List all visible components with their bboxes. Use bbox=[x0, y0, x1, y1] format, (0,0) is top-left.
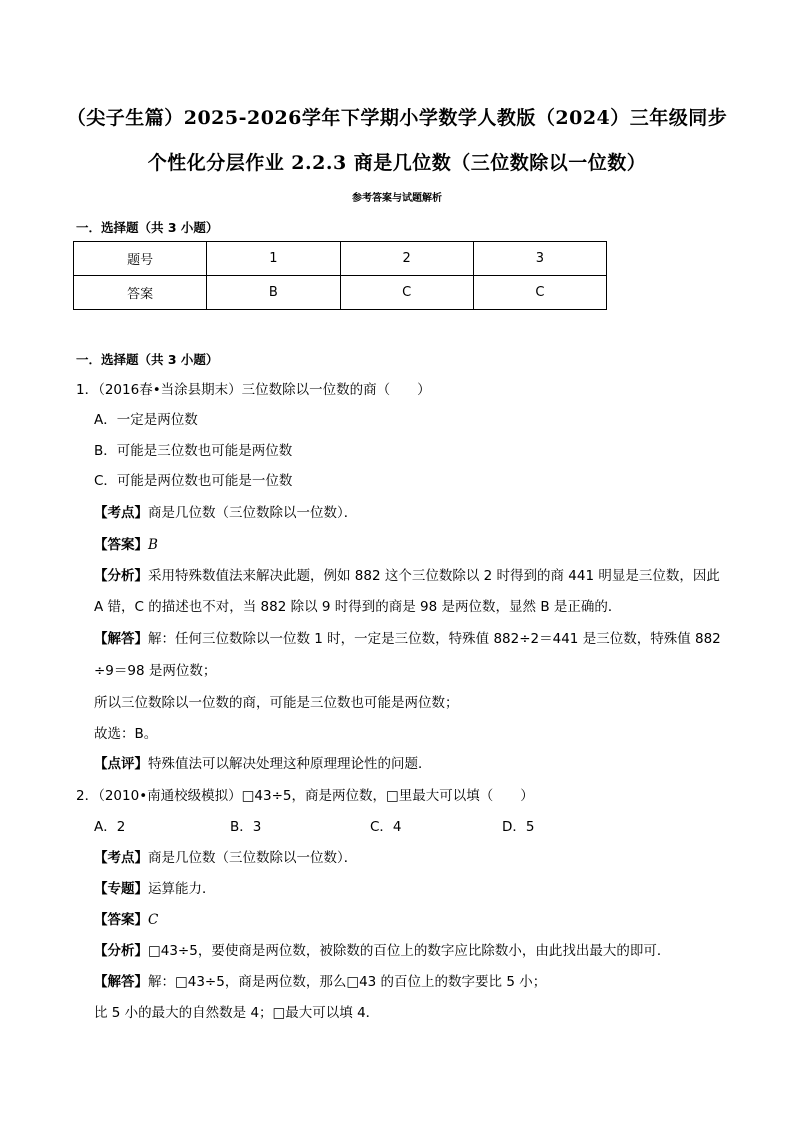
table-cell: C bbox=[473, 276, 606, 310]
q2-answer bbox=[94, 911, 158, 929]
table-cell: B bbox=[207, 276, 340, 310]
answer-tag: 【答案】 bbox=[94, 537, 148, 553]
q1-option-b: B．可能是三位数也可能是两位数 bbox=[94, 443, 293, 459]
q2-jieda bbox=[94, 973, 546, 991]
table-cell: 答案 bbox=[74, 276, 207, 310]
dianping-tag: 【点评】 bbox=[94, 756, 148, 772]
title-line-1: （尖子生篇）2025-2026学年下学期小学数学人教版（2024）三年级同步 bbox=[66, 107, 728, 129]
q2-stem: 2．（2010•南通校级模拟）□43÷5，商是两位数，□里最大可以填（ ） bbox=[76, 788, 534, 804]
kaodian-tag: 【考点】 bbox=[94, 850, 148, 866]
q1-jieda bbox=[94, 630, 721, 648]
table-cell: 2 bbox=[340, 242, 473, 276]
q1-dianping bbox=[94, 755, 432, 773]
q1-stem: 1．（2016春•当涂县期末）三位数除以一位数的商（ ） bbox=[76, 382, 431, 398]
jieda-text: 解：任何三位数除以一位数 1 时，一定是三位数，特殊值 882÷2＝441 是三位数，特殊值 882 bbox=[148, 631, 721, 647]
jieda-text: 解：□43÷5，商是两位数，那么□43 的百位上的数字要比 5 小； bbox=[148, 974, 547, 990]
kaodian-text: 商是几位数（三位数除以一位数）． bbox=[148, 505, 358, 521]
title-line-2: 个性化分层作业 2.2.3 商是几位数（三位数除以一位数） bbox=[147, 152, 647, 174]
fenxi-text: 采用特殊数值法来解决此题，例如 882 这个三位数除以 2 时得到的商 441 明显是三位数，因此 bbox=[148, 568, 720, 584]
kaodian-tag: 【考点】 bbox=[94, 505, 148, 521]
q1-answer bbox=[94, 536, 158, 554]
zhuanti-tag: 【专题】 bbox=[94, 881, 148, 897]
answer-table bbox=[73, 241, 607, 310]
table-cell: 1 bbox=[207, 242, 340, 276]
q1-fenxi bbox=[94, 567, 720, 585]
fenxi-tag: 【分析】 bbox=[94, 568, 148, 584]
q2-option-d: D．5 bbox=[502, 819, 535, 835]
section-heading-questions: 一．选择题（共 3 小题） bbox=[76, 352, 219, 367]
q2-option-c: C．4 bbox=[370, 819, 402, 835]
jieda-tag: 【解答】 bbox=[94, 974, 148, 990]
table-row bbox=[74, 276, 607, 310]
q1-option-a: A．一定是两位数 bbox=[94, 412, 198, 428]
q1-jieda-3: 所以三位数除以一位数的商，可能是三位数也可能是两位数； bbox=[94, 695, 459, 711]
answer-text: B bbox=[148, 537, 158, 553]
dianping-text: 特殊值法可以解决处理这种原理理论性的问题． bbox=[148, 756, 432, 772]
q2-option-b: B．3 bbox=[230, 819, 262, 835]
fenxi-text: □43÷5，要使商是两位数，被除数的百位上的数字应比除数小，由此找出最大的即可． bbox=[148, 943, 671, 959]
q2-zhuanti bbox=[94, 880, 216, 898]
jieda-tag: 【解答】 bbox=[94, 631, 148, 647]
q1-kaodian bbox=[94, 504, 357, 522]
zhuanti-text: 运算能力． bbox=[148, 881, 216, 897]
q1-option-c: C．可能是两位数也可能是一位数 bbox=[94, 473, 293, 489]
table-cell: 3 bbox=[473, 242, 606, 276]
subtitle: 参考答案与试题解析 bbox=[352, 193, 442, 204]
answer-tag: 【答案】 bbox=[94, 912, 148, 928]
fenxi-tag: 【分析】 bbox=[94, 943, 148, 959]
q1-fenxi-2: A 错，C 的描述也不对，当 882 除以 9 时得到的商是 98 是两位数，显然 B 是正确的． bbox=[94, 599, 622, 615]
q2-option-a: A．2 bbox=[94, 819, 126, 835]
table-cell: 题号 bbox=[74, 242, 207, 276]
kaodian-text: 商是几位数（三位数除以一位数）． bbox=[148, 850, 358, 866]
table-row bbox=[74, 242, 607, 276]
q1-jieda-2: ÷9＝98 是两位数； bbox=[94, 663, 217, 679]
section-heading-answers: 一．选择题（共 3 小题） bbox=[76, 220, 219, 235]
q2-fenxi bbox=[94, 942, 670, 960]
q1-jieda-4: 故选：B。 bbox=[94, 726, 158, 742]
table-cell: C bbox=[340, 276, 473, 310]
answer-text: C bbox=[148, 912, 159, 928]
q2-jieda-2: 比 5 小的最大的自然数是 4；□最大可以填 4． bbox=[94, 1005, 380, 1021]
q2-kaodian bbox=[94, 849, 357, 867]
